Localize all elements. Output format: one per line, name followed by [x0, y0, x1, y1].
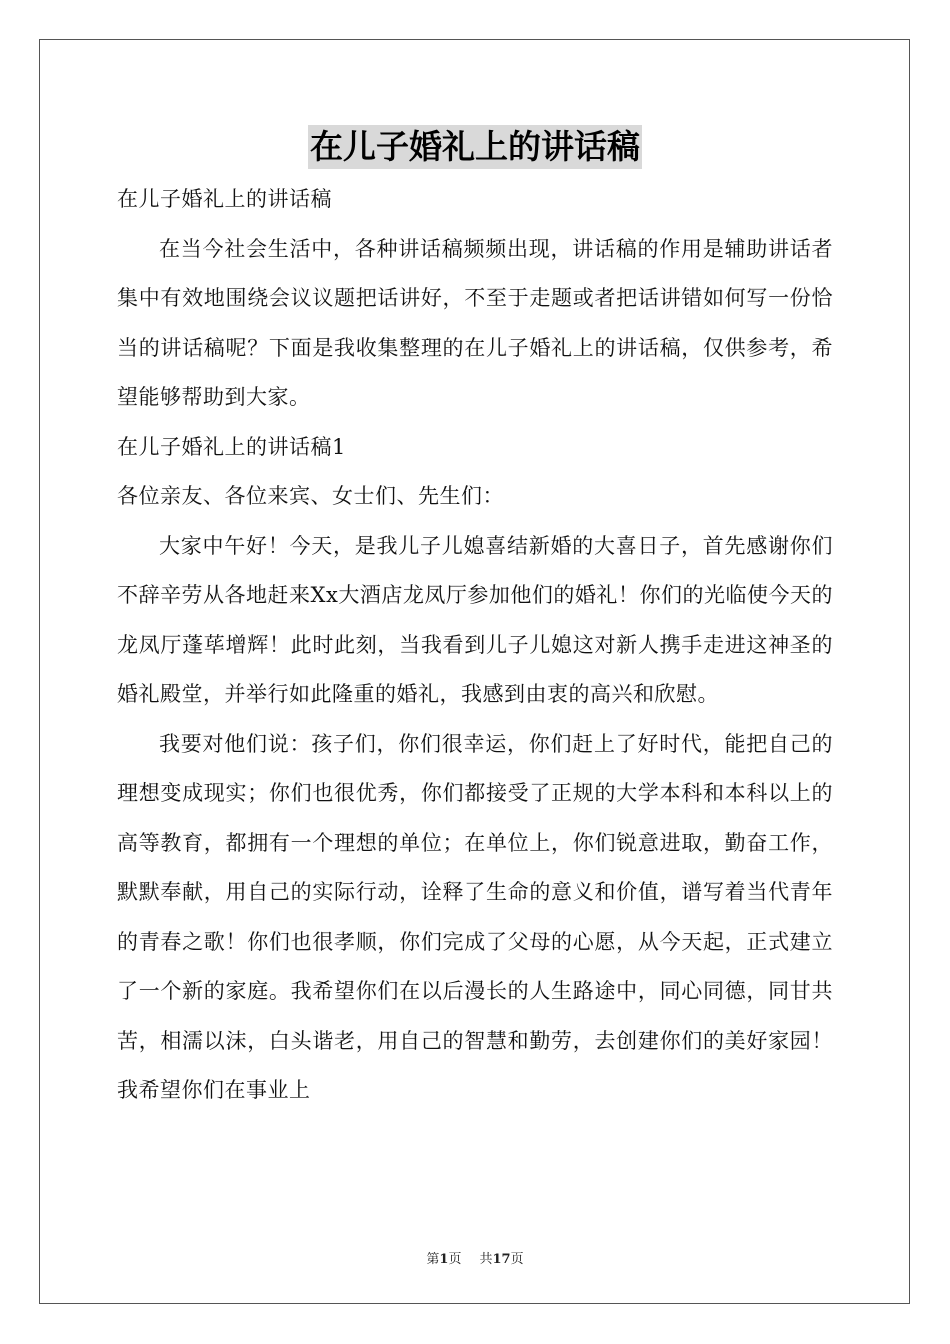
total-pages: 17: [492, 1252, 511, 1267]
page-footer: [0, 1248, 950, 1267]
page-suffix: 页: [448, 1252, 462, 1267]
total-suffix: 页: [510, 1252, 524, 1267]
page-prefix: 第: [426, 1252, 440, 1267]
paragraph-salutation: 各位亲友、各位来宾、女士们、先生们：: [117, 484, 504, 508]
total-prefix: 共: [479, 1252, 493, 1267]
paragraph-section-heading: 在儿子婚礼上的讲话稿1: [117, 434, 346, 459]
document-title: 在儿子婚礼上的讲话稿: [308, 125, 642, 169]
paragraph-message: 我要对他们说：孩子们，你们很幸运，你们赶上了好时代，能把自己的理想变成现实；你们也很优秀，你们都接受了正规的大学本科和本科以上的高等教育，都拥有一个理想的单位；在单位上，你们锐意进取，勤奋工作，默默奉献，用自己的实际行动，诠释了生命的意义和价值，谱写着当代青年的青春之歌！你们也很孝顺，你们完成了父母的心愿，从今天起，正式建立了一个新的家庭。我希望你们在以后漫长的人生路途中，同心同德，同甘共苦，相濡以沫，白头谐老，用自己的智慧和勤劳，去创建你们的美好家园！我希望你们在事业上: [117, 731, 833, 1102]
page-number: 1: [439, 1252, 449, 1267]
paragraph-subtitle: 在儿子婚礼上的讲话稿: [117, 187, 332, 211]
title-container: [0, 125, 950, 169]
paragraph-intro: 在当今社会生活中，各种讲话稿频频出现，讲话稿的作用是辅助讲话者集中有效地围绕会议议题把话讲好，不至于走题或者把话讲错如何写一份恰当的讲话稿呢？下面是我收集整理的在儿子婚礼上的讲话稿，仅供参考，希望能够帮助到大家。: [117, 236, 833, 409]
paragraph-greeting: 大家中午好！今天，是我儿子儿媳喜结新婚的大喜日子，首先感谢你们不辞辛劳从各地赶来Xx大酒店龙凤厅参加他们的婚礼！你们的光临使今天的龙凤厅蓬荜增辉！此时此刻，当我看到儿子儿媳这对新人携手走进这神圣的婚礼殿堂，并举行如此隆重的婚礼，我感到由衷的高兴和欣慰。: [117, 533, 833, 706]
document-body: [117, 175, 833, 1116]
